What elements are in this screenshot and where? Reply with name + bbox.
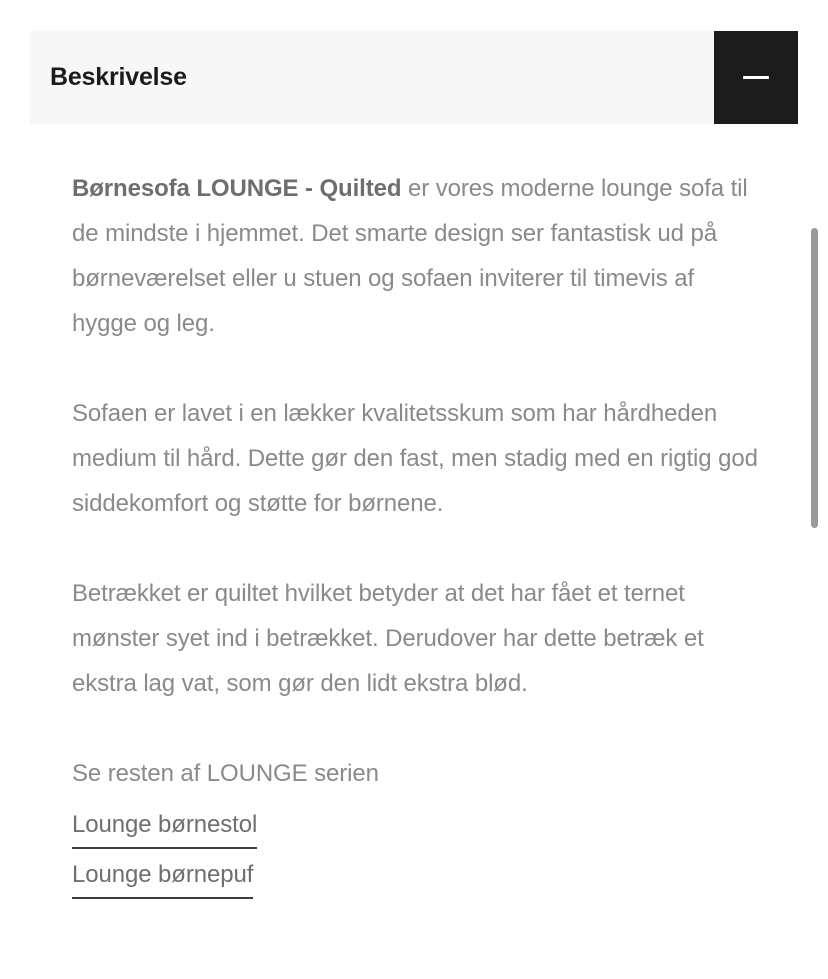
description-accordion <box>30 31 798 912</box>
series-intro-text: Se resten af LOUNGE serien <box>72 760 379 787</box>
series-link-lounge-boernestol[interactable]: Lounge børnestol <box>72 802 257 849</box>
page-scrollbar-thumb[interactable] <box>811 228 818 528</box>
minus-icon <box>743 76 769 79</box>
series-links-list <box>72 802 778 899</box>
product-name-highlight: Børnesofa LOUNGE - Quilted <box>72 175 402 202</box>
page-scrollbar-track[interactable] <box>815 0 823 979</box>
list-item <box>72 852 778 899</box>
accordion-header[interactable] <box>30 31 798 124</box>
description-paragraph-text: er vores moderne lounge sofa til de mindste i hjemmet. Det smarte design ser fantastisk ud på børneværelset eller u stuen og sofaen inviterer til timevis af hygge og leg. <box>72 175 748 337</box>
description-paragraph-text: Sofaen er lavet i en lækker kvalitetsskum som har hårdheden medium til hård. Dette gør den fast, men stadig med en rigtig god siddekomfort og støtte for børnene. <box>72 400 758 517</box>
description-paragraph-text: Betrækket er quiltet hvilket betyder at det har fået et ternet mønster syet ind i betrækket. Derudover har dette betræk et ekstra lag vat, som gør den lidt ekstra blød. <box>72 580 704 697</box>
list-item <box>72 802 778 849</box>
description-paragraph <box>72 166 762 346</box>
accordion-body <box>30 124 798 912</box>
description-paragraph <box>72 571 762 706</box>
accordion-title: Beskrivelse <box>50 63 187 91</box>
accordion-collapse-button[interactable] <box>714 31 798 124</box>
description-paragraph <box>72 391 762 526</box>
series-link-lounge-boernepuf[interactable]: Lounge børnepuf <box>72 852 253 899</box>
